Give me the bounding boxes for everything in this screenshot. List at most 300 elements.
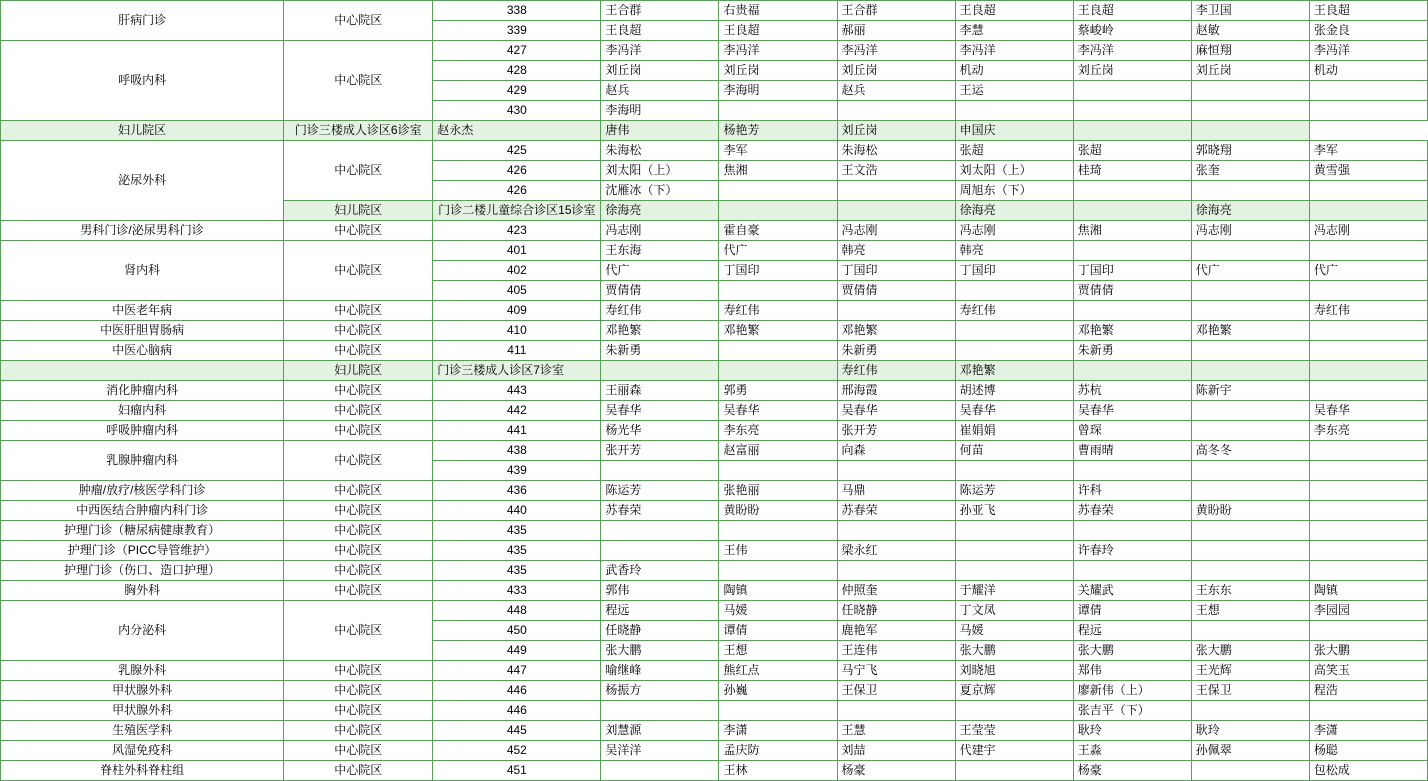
doctor-cell: 蔡峻岭 xyxy=(1073,21,1191,41)
doctor-cell: 邓艳繁 xyxy=(601,321,719,341)
doctor-cell: 桂琦 xyxy=(1073,161,1191,181)
doctor-cell xyxy=(1309,521,1427,541)
doctor-cell: 寿红伟 xyxy=(837,361,955,381)
department-cell: 肝病门诊 xyxy=(1,1,284,41)
doctor-cell xyxy=(955,561,1073,581)
doctor-cell: 徐海亮 xyxy=(601,201,719,221)
table-row xyxy=(1,501,1428,521)
doctor-cell: 张艳丽 xyxy=(719,481,837,501)
doctor-cell: 张大鹏 xyxy=(1073,641,1191,661)
doctor-cell: 李冯洋 xyxy=(1309,41,1427,61)
department-cell: 消化肿瘤内科 xyxy=(1,381,284,401)
doctor-cell: 任晓静 xyxy=(601,621,719,641)
doctor-cell: 赵兵 xyxy=(601,81,719,101)
doctor-cell: 吴春华 xyxy=(955,401,1073,421)
room-cell: 411 xyxy=(433,341,601,361)
campus-cell: 中心院区 xyxy=(284,381,433,401)
department-cell: 呼吸内科 xyxy=(1,41,284,121)
doctor-cell: 王想 xyxy=(1191,601,1309,621)
room-cell: 425 xyxy=(433,141,601,161)
room-cell: 427 xyxy=(433,41,601,61)
department-cell: 护理门诊（糖尿病健康教育） xyxy=(1,521,284,541)
doctor-cell: 孟庆防 xyxy=(719,741,837,761)
department-cell: 护理门诊（伤口、造口护理） xyxy=(1,561,284,581)
doctor-cell: 刘晓旭 xyxy=(955,661,1073,681)
doctor-cell: 郑伟 xyxy=(1073,661,1191,681)
doctor-cell xyxy=(719,281,837,301)
doctor-cell xyxy=(1191,481,1309,501)
doctor-cell xyxy=(1309,561,1427,581)
doctor-cell: 代建宇 xyxy=(955,741,1073,761)
doctor-cell: 唐伟 xyxy=(601,121,719,141)
doctor-cell xyxy=(1073,201,1191,221)
department-cell: 男科门诊/泌尿男科门诊 xyxy=(1,221,284,241)
doctor-cell: 张吉平（下） xyxy=(1073,701,1191,721)
doctor-cell: 王良超 xyxy=(601,21,719,41)
doctor-cell: 陈新宇 xyxy=(1191,381,1309,401)
doctor-cell: 李东亮 xyxy=(1309,421,1427,441)
room-cell: 440 xyxy=(433,501,601,521)
doctor-cell: 贾倩倩 xyxy=(601,281,719,301)
doctor-cell: 王良超 xyxy=(955,1,1073,21)
room-cell: 450 xyxy=(433,621,601,641)
room-cell: 430 xyxy=(433,101,601,121)
doctor-cell: 吴春华 xyxy=(837,401,955,421)
campus-cell: 中心院区 xyxy=(284,301,433,321)
table-row xyxy=(1,401,1428,421)
doctor-cell: 曾琛 xyxy=(1073,421,1191,441)
doctor-cell: 于耀洋 xyxy=(955,581,1073,601)
table-row xyxy=(1,421,1428,441)
doctor-cell: 李潇 xyxy=(1309,721,1427,741)
doctor-cell: 李冯洋 xyxy=(1073,41,1191,61)
doctor-cell: 机动 xyxy=(1309,61,1427,81)
doctor-cell: 冯志刚 xyxy=(601,221,719,241)
doctor-cell: 许春玲 xyxy=(1073,541,1191,561)
doctor-cell xyxy=(1191,761,1309,781)
doctor-cell: 王连伟 xyxy=(837,641,955,661)
doctor-cell: 赵敏 xyxy=(1191,21,1309,41)
doctor-cell xyxy=(1309,461,1427,481)
doctor-cell xyxy=(837,101,955,121)
doctor-cell: 代广 xyxy=(1191,261,1309,281)
doctor-cell: 孙佩翠 xyxy=(1191,741,1309,761)
doctor-cell xyxy=(1309,181,1427,201)
doctor-cell: 张超 xyxy=(955,141,1073,161)
doctor-cell xyxy=(1191,561,1309,581)
doctor-cell: 刘太阳（上） xyxy=(601,161,719,181)
doctor-cell: 丁国印 xyxy=(955,261,1073,281)
doctor-cell xyxy=(601,701,719,721)
campus-cell: 中心院区 xyxy=(284,741,433,761)
doctor-cell: 李军 xyxy=(719,141,837,161)
doctor-cell xyxy=(955,761,1073,781)
doctor-cell: 刘慧源 xyxy=(601,721,719,741)
doctor-cell xyxy=(1073,521,1191,541)
table-row xyxy=(1,441,1428,461)
doctor-cell: 杨豪 xyxy=(837,761,955,781)
doctor-cell xyxy=(1191,281,1309,301)
doctor-cell: 朱海松 xyxy=(601,141,719,161)
doctor-cell xyxy=(1309,381,1427,401)
doctor-cell xyxy=(1191,401,1309,421)
campus-cell: 中心院区 xyxy=(284,421,433,441)
doctor-cell: 邢海霞 xyxy=(837,381,955,401)
doctor-cell: 朱新勇 xyxy=(601,341,719,361)
doctor-cell xyxy=(1191,121,1309,141)
doctor-cell: 申国庆 xyxy=(955,121,1073,141)
doctor-cell: 沈雁冰（下） xyxy=(601,181,719,201)
campus-cell: 妇儿院区 xyxy=(284,361,433,381)
doctor-cell xyxy=(955,101,1073,121)
table-row xyxy=(1,121,1428,141)
doctor-cell: 陈运芳 xyxy=(601,481,719,501)
doctor-cell xyxy=(601,761,719,781)
campus-cell: 中心院区 xyxy=(284,1,433,41)
doctor-cell: 杨振方 xyxy=(601,681,719,701)
table-row xyxy=(1,541,1428,561)
doctor-cell: 霍自豪 xyxy=(719,221,837,241)
campus-cell: 中心院区 xyxy=(284,721,433,741)
table-row xyxy=(1,701,1428,721)
doctor-cell: 丁文凤 xyxy=(955,601,1073,621)
doctor-cell: 王林 xyxy=(719,761,837,781)
doctor-cell: 代广 xyxy=(719,241,837,261)
campus-cell: 中心院区 xyxy=(284,661,433,681)
doctor-cell: 李冯洋 xyxy=(837,41,955,61)
doctor-cell: 苏春荣 xyxy=(837,501,955,521)
doctor-cell: 王良超 xyxy=(1073,1,1191,21)
room-cell: 438 xyxy=(433,441,601,461)
doctor-cell: 李卫国 xyxy=(1191,1,1309,21)
table-row xyxy=(1,381,1428,401)
doctor-cell: 麻恒翔 xyxy=(1191,41,1309,61)
doctor-cell: 张大鹏 xyxy=(1309,641,1427,661)
room-cell: 443 xyxy=(433,381,601,401)
room-cell: 451 xyxy=(433,761,601,781)
doctor-cell: 冯志刚 xyxy=(955,221,1073,241)
doctor-cell xyxy=(1073,81,1191,101)
doctor-cell: 廖新伟（上） xyxy=(1073,681,1191,701)
doctor-cell: 吴春华 xyxy=(1073,401,1191,421)
doctor-cell: 黄盼盼 xyxy=(1191,501,1309,521)
room-cell: 447 xyxy=(433,661,601,681)
table-row xyxy=(1,361,1428,381)
department-cell: 泌尿外科 xyxy=(1,141,284,221)
doctor-cell xyxy=(955,701,1073,721)
doctor-cell xyxy=(1309,81,1427,101)
doctor-cell: 冯志刚 xyxy=(1191,221,1309,241)
doctor-cell: 丁国印 xyxy=(837,261,955,281)
department-cell: 脊柱外科脊柱组 xyxy=(1,761,284,781)
department-cell xyxy=(1,361,284,381)
room-cell: 405 xyxy=(433,281,601,301)
doctor-cell xyxy=(837,181,955,201)
doctor-cell: 刘丘岗 xyxy=(1073,61,1191,81)
doctor-cell: 程浩 xyxy=(1309,681,1427,701)
room-cell: 439 xyxy=(433,461,601,481)
table-row xyxy=(1,241,1428,261)
table-row xyxy=(1,741,1428,761)
doctor-cell xyxy=(1191,101,1309,121)
doctor-cell: 仲照奎 xyxy=(837,581,955,601)
table-row xyxy=(1,601,1428,621)
doctor-cell xyxy=(1191,181,1309,201)
doctor-cell: 赵富丽 xyxy=(719,441,837,461)
doctor-cell: 代广 xyxy=(601,261,719,281)
doctor-cell: 王保卫 xyxy=(1191,681,1309,701)
doctor-cell: 孙亚飞 xyxy=(955,501,1073,521)
room-cell: 409 xyxy=(433,301,601,321)
doctor-cell: 吴春华 xyxy=(719,401,837,421)
doctor-cell: 马媛 xyxy=(955,621,1073,641)
doctor-cell xyxy=(1309,281,1427,301)
doctor-cell: 刘丘岗 xyxy=(837,61,955,81)
doctor-cell: 苏春荣 xyxy=(601,501,719,521)
doctor-cell: 关耀武 xyxy=(1073,581,1191,601)
room-cell: 338 xyxy=(433,1,601,21)
doctor-cell xyxy=(1073,121,1191,141)
doctor-cell: 王保卫 xyxy=(837,681,955,701)
campus-cell: 妇儿院区 xyxy=(1,121,284,141)
campus-cell: 妇儿院区 xyxy=(284,201,433,221)
doctor-cell: 王莹莹 xyxy=(955,721,1073,741)
doctor-cell xyxy=(837,301,955,321)
doctor-cell: 张开芳 xyxy=(601,441,719,461)
table-row xyxy=(1,681,1428,701)
doctor-cell: 李潇 xyxy=(719,721,837,741)
doctor-cell xyxy=(1191,461,1309,481)
doctor-cell xyxy=(719,361,837,381)
doctor-cell: 邓艳繁 xyxy=(1191,321,1309,341)
doctor-cell: 王合群 xyxy=(601,1,719,21)
doctor-cell: 徐海亮 xyxy=(955,201,1073,221)
room-cell: 436 xyxy=(433,481,601,501)
doctor-cell: 冯志刚 xyxy=(1309,221,1427,241)
doctor-cell: 何苗 xyxy=(955,441,1073,461)
doctor-cell: 丁国印 xyxy=(1073,261,1191,281)
doctor-cell xyxy=(719,461,837,481)
doctor-cell xyxy=(601,461,719,481)
doctor-cell: 王淼 xyxy=(1073,741,1191,761)
doctor-cell xyxy=(1191,361,1309,381)
doctor-cell: 王运 xyxy=(955,81,1073,101)
doctor-cell xyxy=(1073,561,1191,581)
doctor-cell: 张开芳 xyxy=(837,421,955,441)
doctor-cell: 李海明 xyxy=(719,81,837,101)
doctor-cell: 冯志刚 xyxy=(837,221,955,241)
doctor-cell: 曹雨晴 xyxy=(1073,441,1191,461)
department-cell: 中医老年病 xyxy=(1,301,284,321)
room-cell: 410 xyxy=(433,321,601,341)
doctor-cell xyxy=(1309,361,1427,381)
doctor-cell: 右贵福 xyxy=(719,1,837,21)
doctor-cell: 韩亮 xyxy=(955,241,1073,261)
doctor-cell xyxy=(601,541,719,561)
department-cell: 甲状腺外科 xyxy=(1,701,284,721)
doctor-cell xyxy=(719,521,837,541)
room-cell: 435 xyxy=(433,541,601,561)
doctor-cell: 李冯洋 xyxy=(719,41,837,61)
table-row xyxy=(1,41,1428,61)
doctor-cell xyxy=(1073,181,1191,201)
doctor-cell: 朱新勇 xyxy=(1073,341,1191,361)
department-cell: 胸外科 xyxy=(1,581,284,601)
doctor-cell: 贾倩倩 xyxy=(1073,281,1191,301)
department-cell: 妇瘤内科 xyxy=(1,401,284,421)
doctor-cell: 徐海亮 xyxy=(1191,201,1309,221)
campus-cell: 中心院区 xyxy=(284,601,433,661)
doctor-cell: 胡述博 xyxy=(955,381,1073,401)
campus-cell: 中心院区 xyxy=(284,761,433,781)
doctor-cell xyxy=(719,101,837,121)
doctor-cell: 王合群 xyxy=(837,1,955,21)
doctor-cell: 王良超 xyxy=(719,21,837,41)
campus-cell: 中心院区 xyxy=(284,321,433,341)
campus-cell: 中心院区 xyxy=(284,501,433,521)
doctor-cell xyxy=(955,521,1073,541)
doctor-cell: 李军 xyxy=(1309,141,1427,161)
doctor-cell: 韩亮 xyxy=(837,241,955,261)
department-cell: 乳腺肿瘤内科 xyxy=(1,441,284,481)
department-cell: 甲状腺外科 xyxy=(1,681,284,701)
doctor-cell: 高笑玉 xyxy=(1309,661,1427,681)
doctor-cell xyxy=(1191,621,1309,641)
doctor-cell: 王光辉 xyxy=(1191,661,1309,681)
table-row xyxy=(1,561,1428,581)
room-cell: 402 xyxy=(433,261,601,281)
doctor-cell: 寿红伟 xyxy=(955,301,1073,321)
doctor-cell xyxy=(1309,321,1427,341)
table-row xyxy=(1,141,1428,161)
doctor-cell: 崔娟娟 xyxy=(955,421,1073,441)
room-cell: 428 xyxy=(433,61,601,81)
doctor-cell: 耿玲 xyxy=(1191,721,1309,741)
doctor-cell xyxy=(719,561,837,581)
doctor-cell: 高冬冬 xyxy=(1191,441,1309,461)
doctor-cell: 杨艳芳 xyxy=(719,121,837,141)
doctor-cell: 王良超 xyxy=(1309,1,1427,21)
doctor-cell: 代广 xyxy=(1309,261,1427,281)
table-row xyxy=(1,221,1428,241)
room-cell: 339 xyxy=(433,21,601,41)
doctor-cell: 邓艳繁 xyxy=(1073,321,1191,341)
table-row xyxy=(1,581,1428,601)
campus-cell: 中心院区 xyxy=(284,541,433,561)
room-cell: 门诊三楼成人诊区6诊室 xyxy=(284,121,433,141)
doctor-cell: 刘丘岗 xyxy=(719,61,837,81)
doctor-cell xyxy=(601,361,719,381)
doctor-cell xyxy=(837,201,955,221)
doctor-cell xyxy=(1073,241,1191,261)
doctor-cell xyxy=(1309,541,1427,561)
room-cell: 423 xyxy=(433,221,601,241)
doctor-cell: 王慧 xyxy=(837,721,955,741)
room-cell: 449 xyxy=(433,641,601,661)
room-cell: 445 xyxy=(433,721,601,741)
table-row xyxy=(1,661,1428,681)
doctor-cell: 王伟 xyxy=(719,541,837,561)
room-cell: 426 xyxy=(433,181,601,201)
doctor-cell: 陈运芳 xyxy=(955,481,1073,501)
doctor-cell: 王丽森 xyxy=(601,381,719,401)
doctor-cell xyxy=(1309,341,1427,361)
room-cell: 401 xyxy=(433,241,601,261)
doctor-cell xyxy=(719,701,837,721)
doctor-cell: 程远 xyxy=(601,601,719,621)
doctor-cell: 向森 xyxy=(837,441,955,461)
doctor-cell: 刘丘岗 xyxy=(601,61,719,81)
department-cell: 中医心脑病 xyxy=(1,341,284,361)
department-cell: 中医肝胆胃肠病 xyxy=(1,321,284,341)
room-cell: 446 xyxy=(433,681,601,701)
doctor-cell: 吴春华 xyxy=(1309,401,1427,421)
room-cell: 446 xyxy=(433,701,601,721)
doctor-cell: 机动 xyxy=(955,61,1073,81)
campus-cell: 中心院区 xyxy=(284,681,433,701)
doctor-cell: 黄盼盼 xyxy=(719,501,837,521)
doctor-cell: 张大鹏 xyxy=(955,641,1073,661)
doctor-cell: 贾倩倩 xyxy=(837,281,955,301)
room-cell: 448 xyxy=(433,601,601,621)
doctor-cell: 谭倩 xyxy=(1073,601,1191,621)
doctor-cell: 苏春荣 xyxy=(1073,501,1191,521)
doctor-cell: 杨光华 xyxy=(601,421,719,441)
doctor-cell: 张大鹏 xyxy=(1191,641,1309,661)
department-cell: 乳腺外科 xyxy=(1,661,284,681)
doctor-cell: 朱新勇 xyxy=(837,341,955,361)
department-cell: 呼吸肿瘤内科 xyxy=(1,421,284,441)
table-row xyxy=(1,321,1428,341)
doctor-cell: 任晓静 xyxy=(837,601,955,621)
doctor-cell xyxy=(719,181,837,201)
room-cell: 435 xyxy=(433,521,601,541)
doctor-cell: 谭倩 xyxy=(719,621,837,641)
campus-cell: 中心院区 xyxy=(284,241,433,301)
department-cell: 护理门诊（PICC导管维护） xyxy=(1,541,284,561)
doctor-cell: 王东海 xyxy=(601,241,719,261)
doctor-cell: 张金良 xyxy=(1309,21,1427,41)
doctor-cell xyxy=(837,461,955,481)
doctor-cell: 鹿艳军 xyxy=(837,621,955,641)
campus-cell: 中心院区 xyxy=(284,401,433,421)
doctor-cell xyxy=(1309,501,1427,521)
doctor-cell xyxy=(955,461,1073,481)
doctor-cell: 张大鹏 xyxy=(601,641,719,661)
doctor-cell: 李海明 xyxy=(601,101,719,121)
doctor-cell xyxy=(1309,201,1427,221)
campus-cell: 中心院区 xyxy=(284,441,433,481)
campus-cell: 中心院区 xyxy=(284,141,433,201)
table-row xyxy=(1,1,1428,21)
table-row xyxy=(1,301,1428,321)
department-cell: 内分泌科 xyxy=(1,601,284,661)
table-row xyxy=(1,521,1428,541)
doctor-cell xyxy=(719,201,837,221)
doctor-cell: 赵兵 xyxy=(837,81,955,101)
doctor-cell xyxy=(1191,301,1309,321)
doctor-cell: 马媛 xyxy=(719,601,837,621)
doctor-cell: 黄雪强 xyxy=(1309,161,1427,181)
doctor-cell: 邓艳繁 xyxy=(837,321,955,341)
doctor-cell: 马宁飞 xyxy=(837,661,955,681)
doctor-cell: 李冯洋 xyxy=(955,41,1073,61)
doctor-cell xyxy=(1309,621,1427,641)
doctor-cell: 寿红伟 xyxy=(719,301,837,321)
doctor-cell xyxy=(837,521,955,541)
doctor-cell: 杨聪 xyxy=(1309,741,1427,761)
doctor-cell: 郝丽 xyxy=(837,21,955,41)
